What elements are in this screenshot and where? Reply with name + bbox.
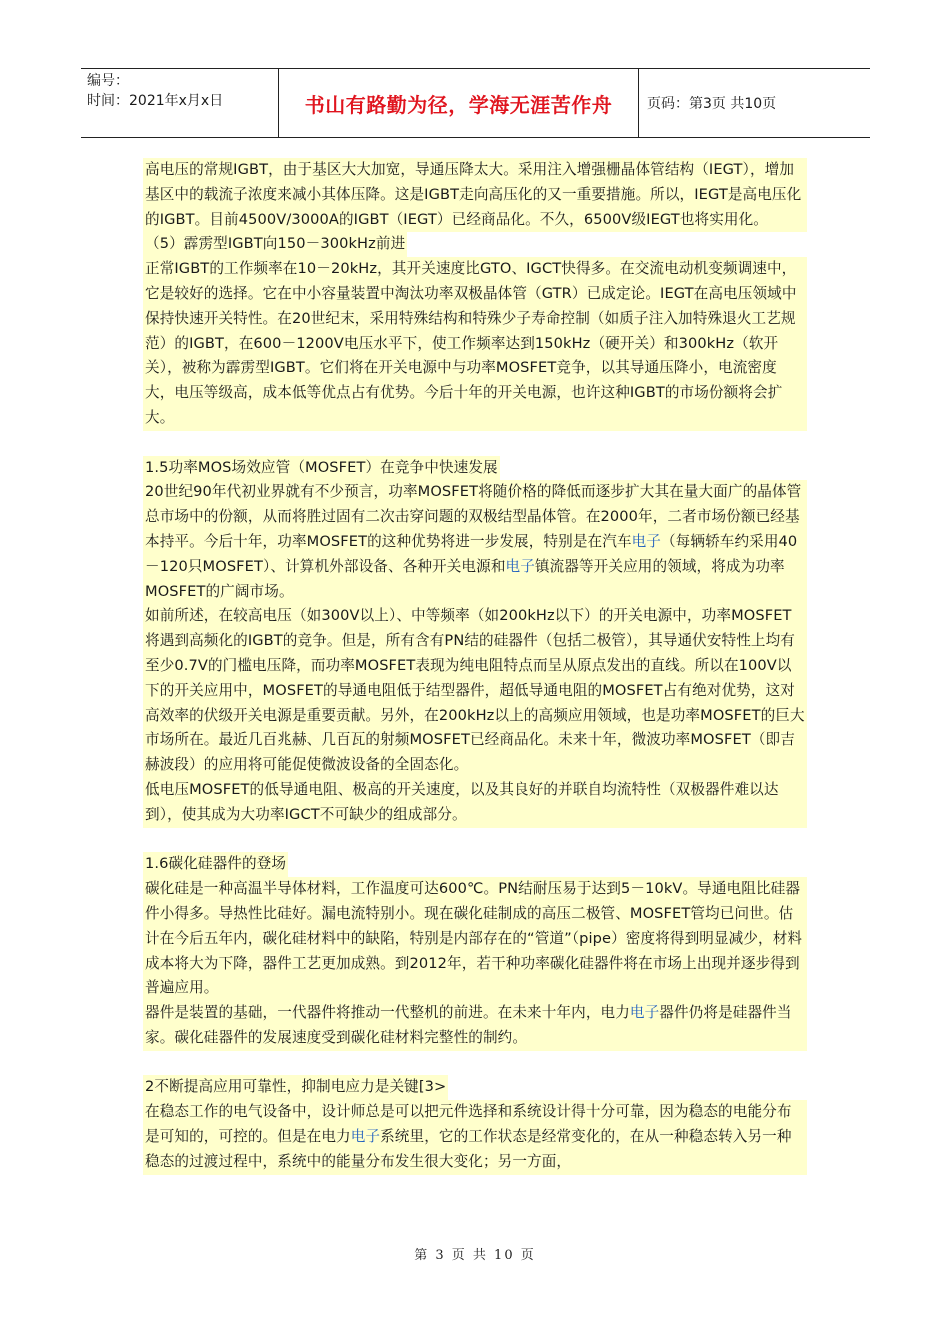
document-time-label: 时间：2021年x月x日 [87, 93, 224, 109]
electronics-link[interactable]: 电子 [350, 1128, 381, 1146]
text-run: 系统里，它的工作状态是经常变化的，在从一种稳态转入另一种稳态的过渡过程中，系统中的能量分布发生很大变化；另一方面， [145, 1128, 792, 1170]
document-body [143, 158, 807, 1175]
page-header [81, 68, 870, 138]
header-meta [81, 69, 279, 137]
paragraph-device-foundation [143, 1001, 807, 1051]
section-heading-2: 2不断提高应用可靠性，抑制电应力是关键[3> [143, 1075, 448, 1100]
spacer [143, 1051, 807, 1076]
paragraph-mosfet-competition: 如前所述，在较高电压（如300V以上）、中等频率（如200kHz以下）的开关电源中，功率MOSFET将遇到高频化的IGBT的竞争。但是，所有含有PN结的硅器件（包括二极管），其导通伏安特性上均有至少0.7V的门槛电压降，而功率MOSFET表现为纯电阻特点而呈从原点发出的直线。所以在100V以下的开关应用中，MOSFET的导通电阻低于结型器件，超低导通电阻的MOSFET占有绝对优势，这对高效率的伏级开关电源是重要贡献。另外，在200kHz以上的高频应用领域，也是功率MOSFET的巨大市场所在。最近几百兆赫、几百瓦的射频MOSFET已经商品化。未来十年，微波功率MOSFET（即吉赫波段）的应用将可能促使微波设备的全固态化。 [143, 604, 807, 778]
paragraph-iegt: 高电压的常规IGBT，由于基区大大加宽，导通压降太大。采用注入增强栅晶体管结构（IEGT），增加基区中的载流子浓度来减小其体压降。这是IGBT走向高压化的又一重要措施。所以，IEGT是高电压化的IGBT。目前4500V/3000A的IGBT（IEGT）已经商品化。不久，6500V级IEGT也将实用化。 [143, 158, 807, 232]
header-motto: 书山有路勤为径，学海无涯苦作舟 [304, 92, 613, 117]
section-heading-1-6: 1.6碳化硅器件的登场 [143, 852, 288, 877]
header-page-label: 页码：第3页 共10页 [647, 96, 777, 112]
header-motto-cell [279, 69, 639, 137]
text-run: 镇流器等开关应用的领域，将成为功率MOSFET的广阔市场。 [145, 557, 785, 600]
paragraph-reliability [143, 1100, 807, 1174]
text-run: 在稳态工作的电气设备中，设计师总是可以把元件选择和系统设计得十分可靠，因为稳态的电能分布是可知的，可控的。但是在电力 [145, 1103, 792, 1146]
paragraph-silicon-carbide: 碳化硅是一种高温半导体材料，工作温度可达600℃。PN结耐压易于达到5－10kV。导通电阻比硅器件小得多。导热性比硅好。漏电流特别小。现在碳化硅制成的高压二极管、MOSFET管均已问世。估计在今后五年内，碳化硅材料中的缺陷，特别是内部存在的“管道”（pipe）密度将得到明显减少，材料成本将大为下降，器件工艺更加成熟。到2012年，若干种功率碳化硅器件将在市场上出现并逐步得到普遍应用。 [143, 877, 807, 1001]
spacer [143, 431, 807, 456]
electronics-link[interactable]: 电子 [505, 557, 535, 575]
text-run: 20世纪90年代初业界就有不少预言，功率MOSFET将随价格的降低而逐步扩大其在量大面广的晶体管总市场中的份额，从而将胜过固有二次击穿问题的双极结型晶体管。在2000年，二者市场份额已经基本持平。今后十年，功率MOSFET的这种优势将进一步发展，特别是在汽车 [145, 483, 802, 550]
paragraph-igbt-frequency: 正常IGBT的工作频率在10－20kHz，其开关速度比GTO、IGCT快得多。在交流电动机变频调速中，它是较好的选择。它在中小容量装置中淘汰功率双极晶体管（GTR）已成定论。IEGT在高电压领域中保持快速开关特性。在20世纪末，采用特殊结构和特殊少子寿命控制（如质子注入加特殊退火工艺规范）的IGBT，在600－1200V电压水平下，使工作频率达到150kHz（硬开关）和300kHz（软开关），被称为霹雳型IGBT。它们将在开关电源中与功率MOSFET竞争，以其导通压降小，电流密度大，电压等级高，成本低等优点占有优势。今后十年的开关电源，也许这种IGBT的市场份额将会扩大。 [143, 257, 807, 431]
spacer [143, 828, 807, 853]
text-run: 器件是装置的基础，一代器件将推动一代整机的前进。在未来十年内，电力 [145, 1004, 630, 1022]
paragraph-mosfet-market [143, 480, 807, 604]
text-run: 器件仍将是硅器件当家。碳化硅器件的发展速度受到碳化硅材料完整性的制约。 [145, 1004, 792, 1046]
page-footer: 第 3 页 共 10 页 [414, 1248, 536, 1263]
text-run: （每辆轿车约采用40－120只MOSFET）、计算机外部设备、各种开关电源和 [145, 532, 798, 575]
document-number-label: 编号： [87, 73, 129, 89]
electronics-link[interactable]: 电子 [631, 532, 661, 550]
electronics-link[interactable]: 电子 [629, 1004, 660, 1022]
subheading-thunder-igbt: （5）霹雳型IGBT向150－300kHz前进 [143, 232, 407, 257]
section-heading-1-5: 1.5功率MOS场效应管（MOSFET）在竞争中快速发展 [143, 456, 500, 481]
paragraph-low-voltage-mosfet: 低电压MOSFET的低导通电阻、极高的开关速度，以及其良好的并联自均流特性（双极器件难以达到），使其成为大功率IGCT不可缺少的组成部分。 [143, 778, 807, 828]
header-page-cell [639, 69, 870, 137]
